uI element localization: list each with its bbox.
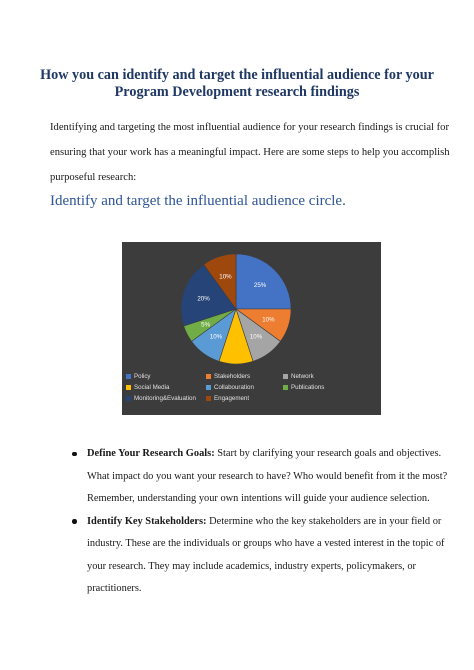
legend-item-network	[283, 373, 314, 381]
legend-item-social-media	[126, 384, 169, 392]
legend-item-engagement	[206, 395, 249, 403]
pie-data-label-monitoring-evaluation: 20%	[197, 295, 210, 303]
bullet-1-label: Define Your Research Goals:	[87, 448, 215, 459]
legend-label: Monitoring&Evaluation	[134, 395, 196, 402]
legend-item-collabouration	[206, 384, 254, 392]
bullet-2-text-1: Determine who the key stakeholders are in your field or	[206, 515, 442, 527]
legend-item-policy	[126, 373, 151, 381]
intro-line-1: Identifying and targeting the most influential audience for your research findings is crucial for	[50, 122, 449, 133]
document-title	[40, 67, 434, 101]
legend-label: Collabouration	[214, 384, 254, 391]
bullet-1-line-3: Remember, understanding your own intentions will guide your audience selection.	[87, 493, 430, 504]
legend-swatch	[206, 374, 211, 379]
legend-item-monitoring-evaluation	[126, 395, 196, 403]
legend-swatch	[206, 385, 211, 390]
bullet-dot	[72, 519, 77, 524]
bullet-list	[50, 443, 448, 601]
legend-label: Publications	[291, 384, 325, 391]
intro-paragraph	[50, 115, 450, 190]
legend-label: Network	[291, 373, 314, 380]
legend-swatch	[283, 385, 288, 390]
pie-data-label-network: 10%	[249, 333, 263, 341]
section-heading: Identify and target the influential audience circle.	[50, 193, 346, 209]
bullet-2-line-4: practitioners.	[87, 583, 142, 594]
pie-data-label-engagement: 10%	[219, 273, 232, 281]
bullet-2-line-3: your research. They may include academics, industry experts, policymakers, or	[87, 560, 417, 572]
pie-chart	[122, 242, 381, 415]
title-line-2: Program Development research findings	[114, 84, 360, 100]
intro-line-3: purposeful research:	[50, 172, 137, 183]
legend-label: Policy	[134, 373, 151, 380]
legend-item-publications	[283, 384, 324, 392]
legend-label: Stakeholders	[214, 373, 251, 380]
intro-line-2: ensuring that your work has a meaningful impact. Here are some steps to help you accomplish	[50, 147, 450, 158]
bullet-item-key-stakeholders	[50, 511, 445, 601]
legend-label: Social Media	[134, 384, 170, 391]
bullet-1-line-2: What impact do you want your research to have? Who would benefit from it the most?	[87, 470, 448, 482]
bullet-1-line-1	[87, 443, 445, 466]
legend-swatch	[126, 385, 131, 390]
bullet-dot	[72, 452, 77, 457]
bullet-2-line-1	[87, 511, 445, 534]
pie-data-label-stakeholders: 10%	[262, 316, 275, 324]
title-line-1: How you can identify and target the influential audience for your	[40, 67, 434, 83]
legend-swatch	[283, 374, 288, 379]
bullet-1-text-1: Start by clarifying your research goals and objectives.	[214, 448, 442, 459]
bullet-item-research-goals	[50, 443, 448, 511]
pie-data-label-collabouration: 10%	[209, 333, 223, 341]
bullet-2-label: Identify Key Stakeholders:	[87, 515, 207, 527]
legend-swatch	[126, 396, 131, 401]
bullet-2-line-2: industry. These are the individuals or groups who have a vested interest in the topic of	[87, 538, 445, 549]
legend-swatch	[206, 396, 211, 401]
legend-swatch	[126, 374, 131, 379]
pie-data-label-policy: 25%	[253, 281, 267, 289]
pie-data-label-publications: 5%	[201, 321, 211, 329]
legend-item-stakeholders	[206, 373, 250, 381]
legend-label: Engagement	[214, 395, 250, 402]
